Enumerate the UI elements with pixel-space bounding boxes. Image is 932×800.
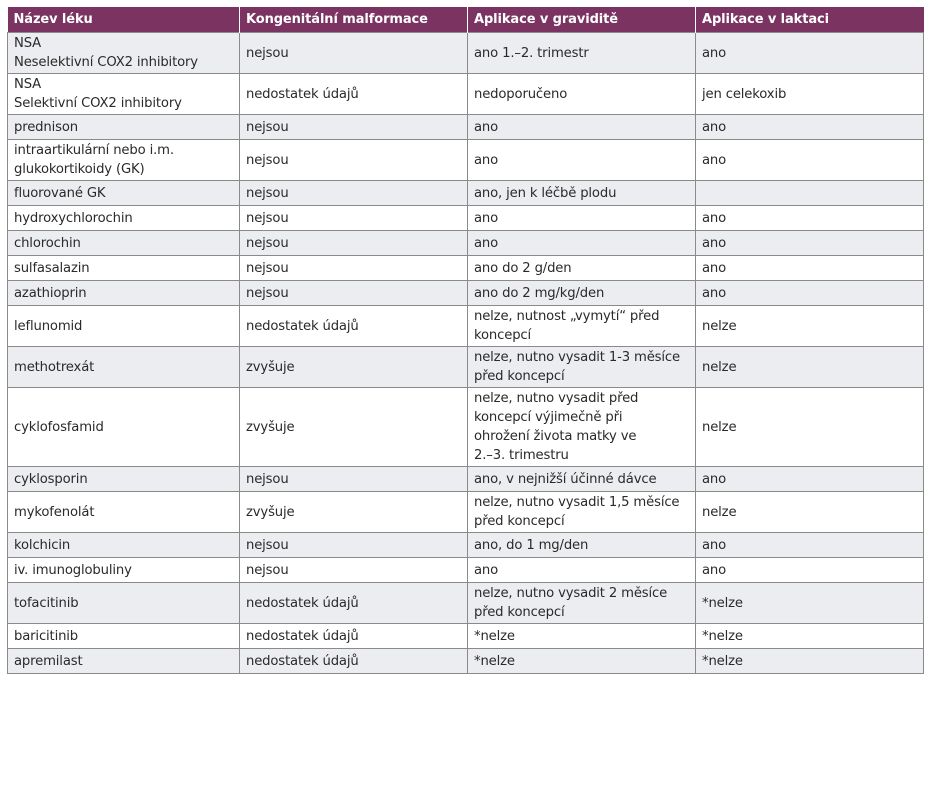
cell-malformation	[240, 558, 468, 583]
cell-lactation	[696, 206, 924, 231]
cell-lactation-line: ano	[702, 119, 727, 135]
cell-drug-name	[8, 347, 240, 388]
cell-pregnancy	[468, 140, 696, 181]
cell-drug-name	[8, 256, 240, 281]
cell-drug-name-line: iv. imunoglobuliny	[14, 562, 132, 578]
cell-drug-name-line: methotrexát	[14, 359, 95, 375]
cell-malformation-line: nedostatek údajů	[246, 318, 359, 334]
cell-malformation	[240, 306, 468, 347]
cell-drug-name-line: mykofenolát	[14, 504, 95, 520]
cell-drug-name	[8, 231, 240, 256]
cell-malformation	[240, 467, 468, 492]
cell-drug-name-line: azathioprin	[14, 285, 87, 301]
cell-lactation	[696, 256, 924, 281]
cell-malformation-line: nedostatek údajů	[246, 86, 359, 102]
cell-lactation	[696, 533, 924, 558]
cell-pregnancy	[468, 492, 696, 533]
cell-pregnancy	[468, 649, 696, 674]
cell-pregnancy	[468, 558, 696, 583]
cell-lactation-line: ano	[702, 45, 727, 61]
cell-pregnancy	[468, 33, 696, 74]
cell-pregnancy-line: ano	[474, 210, 499, 226]
cell-lactation-line: *nelze	[702, 628, 743, 644]
cell-drug-name-line: chlorochin	[14, 235, 81, 251]
table-row	[8, 649, 924, 674]
header-row	[8, 7, 924, 33]
cell-malformation-line: nejsou	[246, 562, 289, 578]
cell-drug-name-line: fluorované GK	[14, 185, 106, 201]
cell-lactation-line: ano	[702, 210, 727, 226]
cell-drug-name	[8, 115, 240, 140]
table-row	[8, 74, 924, 115]
cell-pregnancy	[468, 583, 696, 624]
cell-pregnancy-line: ano	[474, 152, 499, 168]
cell-lactation-line: ano	[702, 152, 727, 168]
cell-lactation-line: ano	[702, 285, 727, 301]
table-row	[8, 624, 924, 649]
cell-pregnancy	[468, 306, 696, 347]
cell-pregnancy	[468, 624, 696, 649]
header-drug-name: Název léku	[8, 7, 240, 33]
cell-drug-name	[8, 624, 240, 649]
cell-lactation-line: ano	[702, 562, 727, 578]
cell-pregnancy	[468, 388, 696, 467]
cell-malformation	[240, 181, 468, 206]
cell-malformation	[240, 388, 468, 467]
cell-drug-name-line: intraartikulární nebo i.m.	[14, 143, 174, 158]
cell-lactation-line: nelze	[702, 359, 737, 375]
header-lactation: Aplikace v laktaci	[696, 7, 924, 33]
cell-lactation	[696, 492, 924, 533]
cell-malformation-line: nejsou	[246, 285, 289, 301]
cell-drug-name-line: prednison	[14, 119, 78, 135]
table-row	[8, 558, 924, 583]
cell-pregnancy-line: *nelze	[474, 628, 515, 644]
cell-pregnancy-line: ano 1.–2. trimestr	[474, 45, 589, 61]
cell-pregnancy-line: ano, v nejnižší účinné dávce	[474, 471, 657, 487]
cell-malformation-line: zvyšuje	[246, 504, 295, 520]
cell-pregnancy-line: ohrožení života matky ve	[474, 429, 637, 444]
cell-drug-name-line: kolchicin	[14, 537, 71, 553]
cell-drug-name-line: glukokortikoidy (GK)	[14, 162, 145, 177]
cell-malformation-line: nejsou	[246, 471, 289, 487]
cell-malformation	[240, 206, 468, 231]
cell-pregnancy-line: před koncepcí	[474, 369, 565, 384]
cell-pregnancy-line: ano	[474, 119, 499, 135]
cell-malformation-line: nejsou	[246, 185, 289, 201]
cell-pregnancy-line: ano do 2 g/den	[474, 260, 572, 276]
cell-malformation-line: nejsou	[246, 210, 289, 226]
cell-malformation	[240, 533, 468, 558]
cell-malformation	[240, 140, 468, 181]
cell-drug-name-line: cyklofosfamid	[14, 419, 104, 435]
cell-malformation-line: nejsou	[246, 45, 289, 61]
cell-lactation	[696, 140, 924, 181]
cell-drug-name-line: leflunomid	[14, 318, 83, 334]
cell-malformation-line: nedostatek údajů	[246, 595, 359, 611]
cell-drug-name-line: Neselektivní COX2 inhibitory	[14, 55, 198, 70]
cell-pregnancy	[468, 281, 696, 306]
table-row	[8, 256, 924, 281]
cell-lactation	[696, 558, 924, 583]
cell-drug-name	[8, 649, 240, 674]
table-row	[8, 388, 924, 467]
table-row	[8, 583, 924, 624]
cell-lactation-line: jen celekoxib	[702, 86, 787, 102]
cell-malformation	[240, 33, 468, 74]
cell-lactation	[696, 347, 924, 388]
cell-pregnancy-line: koncepcí	[474, 328, 532, 343]
cell-pregnancy	[468, 533, 696, 558]
cell-lactation	[696, 74, 924, 115]
cell-drug-name	[8, 558, 240, 583]
cell-pregnancy-line: ano, jen k léčbě plodu	[474, 185, 617, 201]
cell-malformation	[240, 624, 468, 649]
cell-lactation	[696, 306, 924, 347]
cell-drug-name-line: sulfasalazin	[14, 260, 90, 276]
cell-lactation-line: nelze	[702, 318, 737, 334]
cell-pregnancy	[468, 181, 696, 206]
cell-drug-name-line: tofacitinib	[14, 595, 79, 611]
cell-drug-name	[8, 306, 240, 347]
cell-pregnancy	[468, 74, 696, 115]
table-row	[8, 115, 924, 140]
cell-malformation	[240, 583, 468, 624]
cell-malformation-line: nedostatek údajů	[246, 653, 359, 669]
cell-drug-name	[8, 281, 240, 306]
cell-drug-name-line: cyklosporin	[14, 471, 88, 487]
table-row	[8, 181, 924, 206]
cell-drug-name	[8, 492, 240, 533]
cell-pregnancy-line: nedoporučeno	[474, 86, 568, 102]
cell-pregnancy	[468, 206, 696, 231]
cell-lactation	[696, 649, 924, 674]
cell-malformation	[240, 347, 468, 388]
cell-malformation	[240, 115, 468, 140]
cell-malformation-line: zvyšuje	[246, 419, 295, 435]
table-row	[8, 467, 924, 492]
drug-table	[7, 7, 924, 674]
cell-pregnancy	[468, 256, 696, 281]
cell-drug-name-line: NSA	[14, 36, 42, 51]
cell-pregnancy-line: nelze, nutno vysadit 1,5 měsíce	[474, 495, 680, 510]
cell-malformation-line: nejsou	[246, 537, 289, 553]
cell-drug-name	[8, 533, 240, 558]
cell-malformation-line: nedostatek údajů	[246, 628, 359, 644]
cell-lactation-line: *nelze	[702, 595, 743, 611]
cell-malformation-line: zvyšuje	[246, 359, 295, 375]
cell-malformation	[240, 492, 468, 533]
table-row	[8, 33, 924, 74]
cell-pregnancy-line: nelze, nutno vysadit před	[474, 391, 639, 406]
table-row	[8, 206, 924, 231]
cell-lactation-line: ano	[702, 471, 727, 487]
cell-pregnancy-line: nelze, nutno vysadit 1-3 měsíce	[474, 350, 680, 365]
cell-lactation-line: nelze	[702, 419, 737, 435]
cell-pregnancy	[468, 231, 696, 256]
table-row	[8, 231, 924, 256]
cell-malformation	[240, 256, 468, 281]
cell-drug-name	[8, 467, 240, 492]
drug-table-container	[7, 7, 923, 674]
cell-drug-name	[8, 181, 240, 206]
cell-malformation-line: nejsou	[246, 152, 289, 168]
cell-drug-name	[8, 33, 240, 74]
cell-lactation-line: *nelze	[702, 653, 743, 669]
cell-pregnancy-line: ano, do 1 mg/den	[474, 537, 589, 553]
cell-pregnancy-line: nelze, nutnost „vymytí“ před	[474, 309, 660, 324]
cell-pregnancy	[468, 115, 696, 140]
cell-drug-name-line: apremilast	[14, 653, 83, 669]
cell-malformation	[240, 74, 468, 115]
cell-lactation-line: ano	[702, 260, 727, 276]
cell-lactation	[696, 281, 924, 306]
cell-lactation	[696, 33, 924, 74]
cell-malformation	[240, 231, 468, 256]
cell-malformation	[240, 281, 468, 306]
table-header	[8, 7, 924, 33]
cell-pregnancy-line: ano do 2 mg/kg/den	[474, 285, 605, 301]
table-row	[8, 306, 924, 347]
cell-drug-name-line: NSA	[14, 77, 42, 92]
cell-pregnancy	[468, 347, 696, 388]
cell-lactation	[696, 388, 924, 467]
header-pregnancy: Aplikace v graviditě	[468, 7, 696, 33]
cell-drug-name	[8, 140, 240, 181]
cell-lactation	[696, 583, 924, 624]
cell-lactation	[696, 624, 924, 649]
cell-drug-name-line: Selektivní COX2 inhibitory	[14, 96, 182, 111]
cell-pregnancy-line: před koncepcí	[474, 605, 565, 620]
cell-drug-name	[8, 74, 240, 115]
cell-lactation-line	[702, 184, 917, 203]
cell-lactation-line: ano	[702, 235, 727, 251]
table-row	[8, 281, 924, 306]
cell-malformation	[240, 649, 468, 674]
cell-drug-name	[8, 206, 240, 231]
cell-lactation	[696, 115, 924, 140]
cell-pregnancy-line: ano	[474, 562, 499, 578]
cell-pregnancy-line: *nelze	[474, 653, 515, 669]
table-row	[8, 347, 924, 388]
table-row	[8, 492, 924, 533]
cell-lactation	[696, 181, 924, 206]
table-row	[8, 140, 924, 181]
cell-lactation	[696, 231, 924, 256]
cell-malformation-line: nejsou	[246, 260, 289, 276]
cell-pregnancy	[468, 467, 696, 492]
cell-drug-name-line: hydroxychlorochin	[14, 210, 133, 226]
cell-malformation-line: nejsou	[246, 235, 289, 251]
cell-lactation-line: nelze	[702, 504, 737, 520]
cell-malformation-line: nejsou	[246, 119, 289, 135]
cell-pregnancy-line: 2.–3. trimestru	[474, 448, 569, 463]
table-body	[8, 33, 924, 674]
cell-pregnancy-line: ano	[474, 235, 499, 251]
table-row	[8, 533, 924, 558]
header-malformation: Kongenitální malformace	[240, 7, 468, 33]
cell-lactation	[696, 467, 924, 492]
cell-pregnancy-line: před koncepcí	[474, 514, 565, 529]
cell-drug-name-line: baricitinib	[14, 628, 79, 644]
cell-pregnancy-line: koncepcí výjimečně při	[474, 410, 623, 425]
cell-drug-name	[8, 583, 240, 624]
cell-drug-name	[8, 388, 240, 467]
cell-lactation-line: ano	[702, 537, 727, 553]
cell-pregnancy-line: nelze, nutno vysadit 2 měsíce	[474, 586, 668, 601]
